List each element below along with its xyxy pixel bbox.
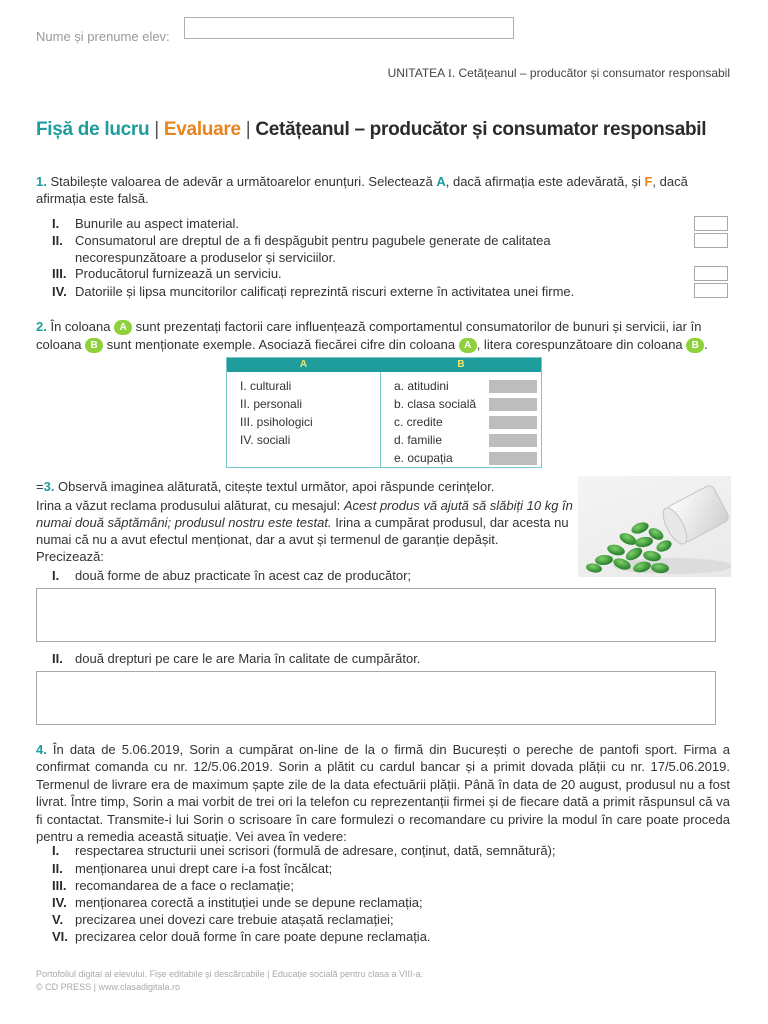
question-1-prompt: 1. Stabilește valoarea de adevăr a următoarelor enunțuri. Selectează A, dacă afirmația este adevărată, și F, dacă afirmația este falsă. [36, 174, 688, 206]
column-b-item: d. familie [394, 433, 443, 447]
question-3-scenario: Irina a văzut reclama produsului alăturat, cu mesajul: Acest produs vă ajută să slăbiți 10 kg în numai două săptămâni; produsul nostru este testat. Irina a cumpărat produsul, dar acesta nu numai că nu a avut efectul menționat, dar a avut și termenul de garanție depășit. Precizează: [36, 498, 573, 565]
match-answer-box-d[interactable] [489, 434, 537, 447]
column-b-item: a. atitudini [394, 379, 449, 393]
column-a-badge: A [459, 338, 477, 353]
match-answer-box-a[interactable] [489, 380, 537, 393]
spilled-green-pills-bottle-icon [578, 476, 731, 577]
question-3-prompt: =3. Observă imaginea alăturată, citește textul următor, apoi răspunde cerințelor. [36, 479, 495, 494]
column-b-item: c. credite [394, 415, 443, 429]
answer-box-1[interactable] [694, 216, 728, 231]
answer-box-4[interactable] [694, 283, 728, 298]
table-header [227, 358, 541, 372]
footer [36, 968, 423, 994]
question-2-prompt: 2. În coloana A sunt prezentați factorii care influențează comportamentul consumatorilor de bunuri și servicii, iar în coloana B sunt menționate exemple. Asociază fiecărei cifre din coloana A , litera corespunzătoare din coloana B . [36, 319, 708, 352]
column-b-header: B [457, 359, 465, 370]
page-title: Fișă de lucru | Evaluare | Cetățeanul – producător și consumator responsabil [36, 119, 707, 140]
answer-area-3-1[interactable] [36, 588, 716, 642]
title-evaluation: Evaluare [163, 119, 241, 140]
matching-table [226, 357, 542, 468]
footer-line-1: Portofoliul digital al elevului. Fișe editabile și descărcabile | Educație socială pentru clasa a VIII-a. [36, 969, 424, 979]
answer-box-2[interactable] [694, 233, 728, 248]
column-a-header: A [299, 359, 308, 370]
column-a-item: III. psihologici [240, 415, 313, 429]
footer-line-2: © CD PRESS | www.clasadigitala.ro [36, 982, 181, 993]
column-b-item: e. ocupația [394, 451, 453, 465]
question-4-prompt: 4. În data de 5.06.2019, Sorin a cumpărat on-line de la o firmă din București o pereche de pantofi sport. Firma a confirmat comanda cu nr. 12/5.06.2019. Sorin a plătit cu cardul bancar și a primit dovada plății cu nr. 17/5.06.2019. Termenul de livrare era de maximum șapte zile de la data efectuării plății. Până în data de 20 august, produsul nu a fost livrat. Între timp, Sorin a mai vorbit de trei ori la telefon cu reprezentanții firmei și de fiecare dată a primit răspunsul că va fi contactat. Transmite-i lui Sorin o scrisoare în care formulezi o recomandare cu privire la modul în care poate proceda pentru a remedia această situație. Vei avea în vedere: [36, 742, 730, 845]
column-a-item: II. personali [240, 397, 303, 411]
match-answer-box-b[interactable] [489, 398, 537, 411]
column-a-badge: A [114, 320, 132, 335]
answer-area-3-2[interactable] [36, 671, 716, 725]
column-b-badge: B [85, 338, 103, 353]
student-name-label: Nume și prenume elev: [36, 29, 170, 44]
title-topic: Cetățeanul – producător și consumator responsabil [255, 119, 707, 140]
column-b-item: b. clasa socială [394, 397, 477, 411]
match-answer-box-c[interactable] [489, 416, 537, 429]
column-b-badge: B [686, 338, 704, 353]
title-worksheet: Fișă de lucru [36, 119, 150, 140]
student-name-input[interactable] [184, 17, 514, 39]
answer-box-3[interactable] [694, 266, 728, 281]
column-a-item: IV. sociali [240, 433, 291, 447]
unit-heading: UNITATEA I. Cetățeanul – producător și consumator responsabil [387, 66, 730, 80]
match-answer-box-e[interactable] [489, 452, 537, 465]
column-a-item: I. culturali [240, 379, 292, 393]
